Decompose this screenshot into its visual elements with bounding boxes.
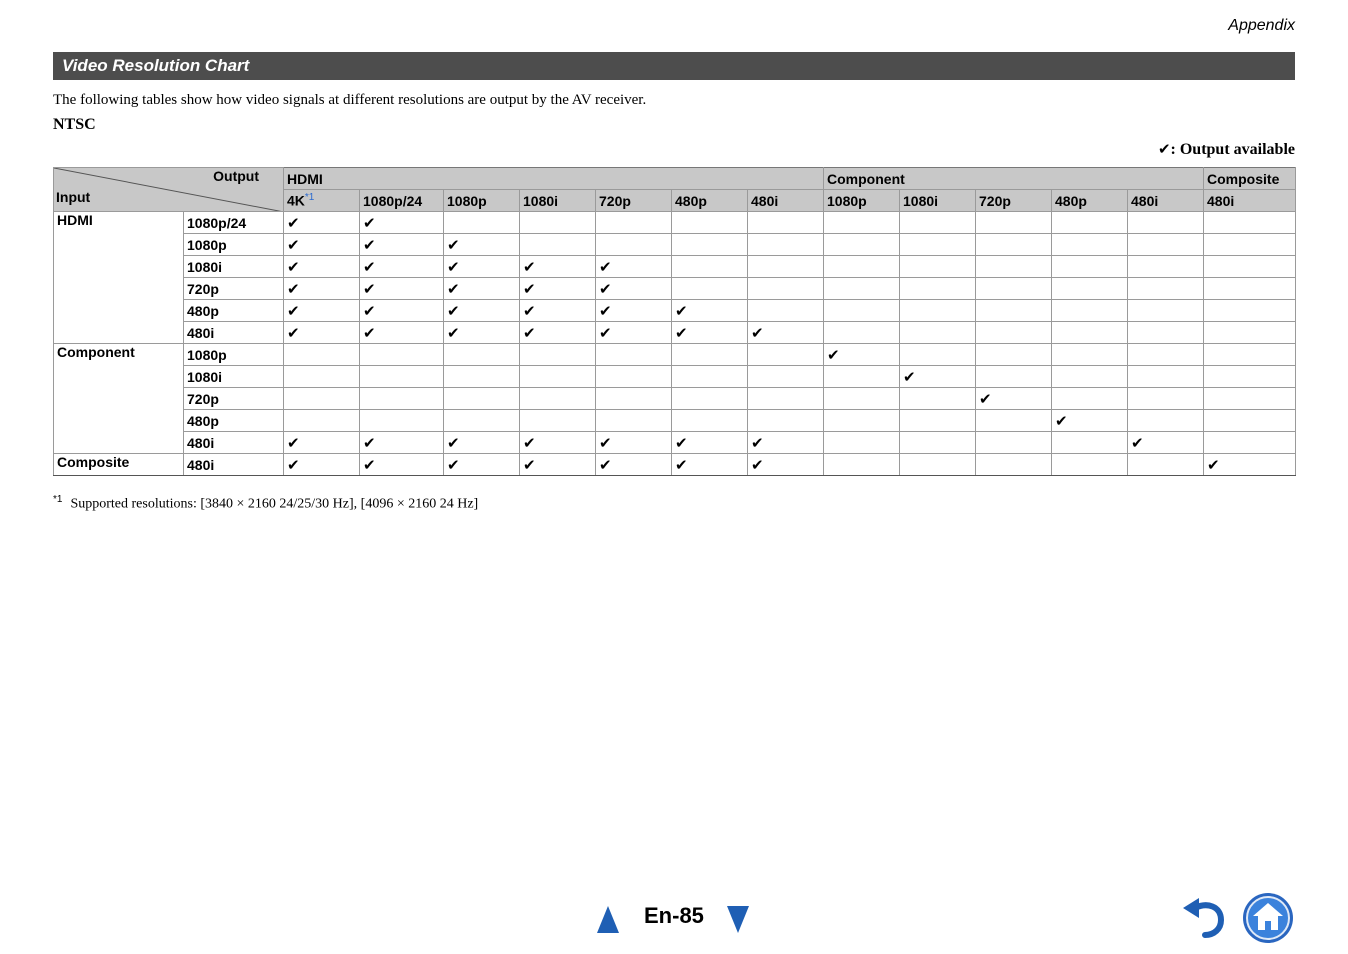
table-row xyxy=(54,388,1296,410)
check-cell xyxy=(284,256,360,278)
table-row xyxy=(54,454,1296,476)
column-header xyxy=(444,190,520,212)
check-cell xyxy=(444,278,520,300)
group-header-hdmi: HDMI xyxy=(284,168,824,190)
check-icon: ✔ xyxy=(447,279,460,298)
check-cell xyxy=(444,234,520,256)
section-label: Appendix xyxy=(1228,17,1295,34)
empty-cell xyxy=(1128,366,1204,388)
empty-cell xyxy=(1052,278,1128,300)
previous-page-button[interactable] xyxy=(597,906,619,939)
empty-cell xyxy=(1204,322,1296,344)
input-resolution-cell: 480p xyxy=(184,300,284,322)
table-row xyxy=(54,256,1296,278)
empty-cell xyxy=(520,388,596,410)
check-cell xyxy=(284,454,360,476)
empty-cell xyxy=(596,366,672,388)
column-header xyxy=(748,190,824,212)
empty-cell xyxy=(1052,256,1128,278)
check-icon: ✔ xyxy=(363,455,376,474)
empty-cell xyxy=(824,454,900,476)
column-header xyxy=(596,190,672,212)
column-header-label: 480p xyxy=(675,192,707,209)
empty-cell xyxy=(748,366,824,388)
check-icon: ✔ xyxy=(903,367,916,386)
check-cell xyxy=(360,300,444,322)
check-icon: ✔ xyxy=(523,455,536,474)
empty-cell xyxy=(1128,410,1204,432)
empty-cell xyxy=(1204,344,1296,366)
empty-cell xyxy=(976,256,1052,278)
empty-cell xyxy=(596,410,672,432)
empty-cell xyxy=(976,366,1052,388)
check-icon: ✔ xyxy=(447,235,460,254)
check-icon: ✔ xyxy=(523,279,536,298)
empty-cell xyxy=(824,410,900,432)
input-label: Input xyxy=(56,189,91,205)
empty-cell xyxy=(748,410,824,432)
empty-cell xyxy=(596,344,672,366)
empty-cell xyxy=(672,256,748,278)
check-icon: ✔ xyxy=(751,433,764,452)
empty-cell xyxy=(976,344,1052,366)
check-icon: ✔ xyxy=(363,301,376,320)
column-header-label: 720p xyxy=(599,192,631,209)
check-icon: ✔ xyxy=(599,323,612,342)
column-header-label: 480i xyxy=(1207,192,1235,209)
check-icon: ✔ xyxy=(287,257,300,276)
empty-cell xyxy=(1128,322,1204,344)
empty-cell xyxy=(1128,212,1204,234)
intro-paragraph: The following tables show how video signals at different resolutions are output by the AV receiver. xyxy=(53,92,647,108)
empty-cell xyxy=(1204,300,1296,322)
check-cell xyxy=(360,432,444,454)
triangle-down-icon xyxy=(727,906,749,934)
check-icon: ✔ xyxy=(287,433,300,452)
empty-cell xyxy=(360,344,444,366)
column-header xyxy=(976,190,1052,212)
check-icon: ✔ xyxy=(447,323,460,342)
column-header-label: 1080i xyxy=(523,192,559,209)
empty-cell xyxy=(1204,212,1296,234)
empty-cell xyxy=(976,454,1052,476)
empty-cell xyxy=(360,388,444,410)
empty-cell xyxy=(900,388,976,410)
column-header-label: 1080p/24 xyxy=(363,192,423,209)
check-icon: ✔ xyxy=(751,455,764,474)
check-icon: ✔ xyxy=(363,433,376,452)
empty-cell xyxy=(824,388,900,410)
check-cell xyxy=(444,454,520,476)
empty-cell xyxy=(520,212,596,234)
empty-cell xyxy=(444,212,520,234)
home-icon xyxy=(1242,892,1294,944)
check-icon: ✔ xyxy=(287,323,300,342)
column-header xyxy=(520,190,596,212)
legend xyxy=(1158,140,1295,159)
input-resolution-cell: 480i xyxy=(184,454,284,476)
empty-cell xyxy=(672,212,748,234)
check-cell xyxy=(360,278,444,300)
empty-cell xyxy=(284,388,360,410)
empty-cell xyxy=(976,234,1052,256)
empty-cell xyxy=(284,410,360,432)
check-icon: ✔ xyxy=(675,301,688,320)
check-cell xyxy=(444,300,520,322)
input-resolution-cell: 480i xyxy=(184,432,284,454)
check-icon: ✔ xyxy=(599,455,612,474)
page-title: Video Resolution Chart xyxy=(53,52,1295,80)
check-icon: ✔ xyxy=(447,455,460,474)
check-cell xyxy=(284,212,360,234)
empty-cell xyxy=(1128,278,1204,300)
check-cell xyxy=(444,322,520,344)
check-cell xyxy=(596,322,672,344)
empty-cell xyxy=(748,388,824,410)
legend-text: : Output available xyxy=(1170,141,1295,158)
check-icon: ✔ xyxy=(1207,455,1220,474)
empty-cell xyxy=(1204,234,1296,256)
empty-cell xyxy=(1128,256,1204,278)
check-cell xyxy=(672,454,748,476)
page-number: En-85 xyxy=(644,903,704,928)
check-cell xyxy=(596,454,672,476)
empty-cell xyxy=(824,322,900,344)
check-cell xyxy=(360,234,444,256)
table-row xyxy=(54,300,1296,322)
empty-cell xyxy=(976,432,1052,454)
check-cell xyxy=(520,454,596,476)
empty-cell xyxy=(596,212,672,234)
corner-cell xyxy=(54,168,284,212)
input-resolution-cell: 1080p/24 xyxy=(184,212,284,234)
footnote-text: Supported resolutions: [3840 × 2160 24/25/30 Hz], [4096 × 2160 24 Hz] xyxy=(70,496,479,512)
empty-cell xyxy=(824,256,900,278)
check-cell xyxy=(748,322,824,344)
empty-cell xyxy=(596,388,672,410)
empty-cell xyxy=(976,278,1052,300)
empty-cell xyxy=(284,366,360,388)
check-icon: ✔ xyxy=(675,455,688,474)
back-arrow-icon xyxy=(1181,896,1227,938)
table-row xyxy=(54,278,1296,300)
empty-cell xyxy=(1204,410,1296,432)
empty-cell xyxy=(672,234,748,256)
empty-cell xyxy=(900,432,976,454)
empty-cell xyxy=(748,300,824,322)
empty-cell xyxy=(900,410,976,432)
check-icon: ✔ xyxy=(287,213,300,232)
column-header-label: 4K xyxy=(287,192,305,209)
check-icon: ✔ xyxy=(827,345,840,364)
check-cell xyxy=(1204,454,1296,476)
empty-cell xyxy=(520,344,596,366)
empty-cell xyxy=(1052,454,1128,476)
input-group-cell: Composite xyxy=(54,454,184,476)
empty-cell xyxy=(976,212,1052,234)
empty-cell xyxy=(672,366,748,388)
column-header-label: 720p xyxy=(979,192,1011,209)
empty-cell xyxy=(1052,344,1128,366)
check-cell xyxy=(444,256,520,278)
check-cell xyxy=(360,322,444,344)
empty-cell xyxy=(748,344,824,366)
empty-cell xyxy=(976,322,1052,344)
empty-cell xyxy=(1128,454,1204,476)
check-cell xyxy=(520,256,596,278)
empty-cell xyxy=(976,410,1052,432)
check-cell xyxy=(596,256,672,278)
check-cell xyxy=(284,278,360,300)
empty-cell xyxy=(1128,388,1204,410)
check-icon: ✔ xyxy=(1157,140,1171,158)
column-header xyxy=(1204,190,1296,212)
footnote xyxy=(53,494,478,513)
input-group-cell: HDMI xyxy=(54,212,184,344)
check-cell xyxy=(520,432,596,454)
table-subhead: NTSC xyxy=(53,116,96,133)
column-header xyxy=(900,190,976,212)
column-header-label: 480p xyxy=(1055,192,1087,209)
empty-cell xyxy=(1052,300,1128,322)
check-icon: ✔ xyxy=(599,257,612,276)
input-resolution-cell: 720p xyxy=(184,278,284,300)
check-icon: ✔ xyxy=(523,257,536,276)
table-row xyxy=(54,322,1296,344)
check-icon: ✔ xyxy=(287,235,300,254)
empty-cell xyxy=(672,388,748,410)
check-cell xyxy=(284,432,360,454)
check-icon: ✔ xyxy=(447,433,460,452)
check-cell xyxy=(520,278,596,300)
check-cell xyxy=(824,344,900,366)
empty-cell xyxy=(1052,388,1128,410)
empty-cell xyxy=(1204,278,1296,300)
check-icon: ✔ xyxy=(599,279,612,298)
empty-cell xyxy=(1204,388,1296,410)
check-cell xyxy=(284,322,360,344)
empty-cell xyxy=(284,344,360,366)
empty-cell xyxy=(748,212,824,234)
input-group-cell: Component xyxy=(54,344,184,454)
empty-cell xyxy=(1204,366,1296,388)
empty-cell xyxy=(824,366,900,388)
column-header xyxy=(1128,190,1204,212)
column-header xyxy=(360,190,444,212)
column-header xyxy=(672,190,748,212)
empty-cell xyxy=(824,234,900,256)
input-resolution-cell: 720p xyxy=(184,388,284,410)
empty-cell xyxy=(1204,432,1296,454)
check-cell xyxy=(672,300,748,322)
check-cell xyxy=(672,432,748,454)
empty-cell xyxy=(444,344,520,366)
input-resolution-cell: 1080i xyxy=(184,366,284,388)
empty-cell xyxy=(824,212,900,234)
empty-cell xyxy=(824,300,900,322)
column-header xyxy=(284,190,360,212)
empty-cell xyxy=(1052,322,1128,344)
check-icon: ✔ xyxy=(363,235,376,254)
empty-cell xyxy=(900,256,976,278)
check-cell xyxy=(596,278,672,300)
check-cell xyxy=(596,300,672,322)
empty-cell xyxy=(520,366,596,388)
empty-cell xyxy=(520,234,596,256)
back-button[interactable] xyxy=(1181,896,1227,943)
check-cell xyxy=(284,300,360,322)
table-row xyxy=(54,366,1296,388)
home-button[interactable] xyxy=(1242,892,1294,949)
column-header xyxy=(824,190,900,212)
check-cell xyxy=(748,454,824,476)
empty-cell xyxy=(1052,432,1128,454)
column-header-label: 480i xyxy=(751,192,779,209)
footnote-mark: *1 xyxy=(53,494,63,505)
empty-cell xyxy=(596,234,672,256)
check-icon: ✔ xyxy=(447,301,460,320)
column-header-label: 480i xyxy=(1131,192,1159,209)
empty-cell xyxy=(900,212,976,234)
check-icon: ✔ xyxy=(979,389,992,408)
check-cell xyxy=(284,234,360,256)
table-row xyxy=(54,212,1296,234)
input-resolution-cell: 480p xyxy=(184,410,284,432)
empty-cell xyxy=(1052,234,1128,256)
empty-cell xyxy=(1052,366,1128,388)
check-cell xyxy=(900,366,976,388)
empty-cell xyxy=(976,300,1052,322)
check-icon: ✔ xyxy=(675,323,688,342)
triangle-up-icon xyxy=(597,906,619,934)
check-cell xyxy=(520,300,596,322)
input-resolution-cell: 1080p xyxy=(184,344,284,366)
check-icon: ✔ xyxy=(363,257,376,276)
table-row xyxy=(54,410,1296,432)
check-cell xyxy=(1128,432,1204,454)
input-resolution-cell: 480i xyxy=(184,322,284,344)
empty-cell xyxy=(1128,344,1204,366)
empty-cell xyxy=(900,454,976,476)
empty-cell xyxy=(1204,256,1296,278)
table-row xyxy=(54,344,1296,366)
check-icon: ✔ xyxy=(363,279,376,298)
empty-cell xyxy=(824,432,900,454)
empty-cell xyxy=(824,278,900,300)
check-cell xyxy=(1052,410,1128,432)
check-cell xyxy=(976,388,1052,410)
input-resolution-cell: 1080p xyxy=(184,234,284,256)
empty-cell xyxy=(360,410,444,432)
check-cell xyxy=(596,432,672,454)
check-icon: ✔ xyxy=(675,433,688,452)
input-resolution-cell: 1080i xyxy=(184,256,284,278)
check-cell xyxy=(360,212,444,234)
empty-cell xyxy=(1052,212,1128,234)
resolution-table xyxy=(53,167,1296,476)
next-page-button[interactable] xyxy=(727,906,749,939)
check-icon: ✔ xyxy=(599,433,612,452)
column-header xyxy=(1052,190,1128,212)
check-icon: ✔ xyxy=(287,455,300,474)
empty-cell xyxy=(748,278,824,300)
check-icon: ✔ xyxy=(523,433,536,452)
group-header-component: Component xyxy=(824,168,1204,190)
empty-cell xyxy=(748,256,824,278)
check-icon: ✔ xyxy=(287,301,300,320)
check-icon: ✔ xyxy=(287,279,300,298)
empty-cell xyxy=(444,388,520,410)
check-icon: ✔ xyxy=(523,301,536,320)
check-cell xyxy=(444,432,520,454)
check-icon: ✔ xyxy=(751,323,764,342)
empty-cell xyxy=(520,410,596,432)
column-header-label: 1080i xyxy=(903,192,939,209)
check-icon: ✔ xyxy=(447,257,460,276)
check-cell xyxy=(360,256,444,278)
check-icon: ✔ xyxy=(363,323,376,342)
column-header-label: 1080p xyxy=(827,192,867,209)
empty-cell xyxy=(444,366,520,388)
empty-cell xyxy=(900,322,976,344)
empty-cell xyxy=(1128,234,1204,256)
empty-cell xyxy=(900,234,976,256)
empty-cell xyxy=(900,344,976,366)
table-row xyxy=(54,234,1296,256)
check-icon: ✔ xyxy=(599,301,612,320)
table-row xyxy=(54,432,1296,454)
empty-cell xyxy=(360,366,444,388)
empty-cell xyxy=(900,278,976,300)
check-cell xyxy=(748,432,824,454)
check-icon: ✔ xyxy=(1131,433,1144,452)
check-icon: ✔ xyxy=(363,213,376,232)
empty-cell xyxy=(672,344,748,366)
check-icon: ✔ xyxy=(1055,411,1068,430)
empty-cell xyxy=(672,278,748,300)
empty-cell xyxy=(1128,300,1204,322)
check-icon: ✔ xyxy=(523,323,536,342)
group-header-composite: Composite xyxy=(1204,168,1296,190)
empty-cell xyxy=(900,300,976,322)
footnote-reference[interactable]: *1 xyxy=(304,192,315,204)
check-cell xyxy=(672,322,748,344)
check-cell xyxy=(360,454,444,476)
column-header-label: 1080p xyxy=(447,192,487,209)
empty-cell xyxy=(672,410,748,432)
empty-cell xyxy=(444,410,520,432)
empty-cell xyxy=(748,234,824,256)
check-cell xyxy=(520,322,596,344)
output-label: Output xyxy=(213,168,259,184)
